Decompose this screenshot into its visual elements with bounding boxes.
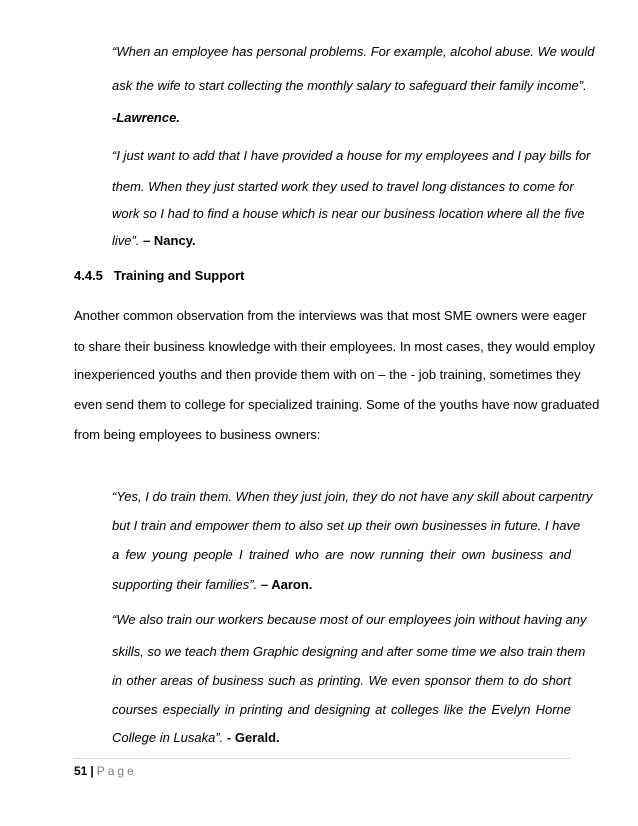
quote4-line-2: skills, so we teach them Graphic designing and after some time we also train them (112, 644, 586, 659)
quote2-line-3: work so I had to find a house which is near our business location where all the five (112, 206, 585, 221)
quote4-last-line (112, 730, 571, 746)
quote4-last-text: College in Lusaka”. (112, 730, 224, 745)
page-label: Page (96, 764, 137, 778)
quote3-last-line (112, 577, 571, 593)
section-number: 4.4.5 (74, 268, 103, 283)
quote3-line-3: a few young people I trained who are now running their own business and (112, 547, 571, 562)
quote1-line-1: “When an employee has personal problems. For example, alcohol abuse. We would (112, 44, 595, 59)
quote2-last-text: live”. (112, 233, 140, 248)
quote2-line-1: “I just want to add that I have provided a house for my employees and I pay bills for (112, 148, 591, 163)
quote2-last-line (112, 233, 571, 249)
footer-separator: | (90, 764, 94, 778)
quote1-line-2: ask the wife to start collecting the monthly salary to safeguard their family income”. (112, 78, 587, 93)
footer-divider (74, 758, 571, 759)
page-footer (74, 763, 137, 779)
section-heading (74, 268, 244, 284)
quote2-attribution: – Nancy. (143, 233, 196, 248)
quote3-line-2: but I train and empower them to also set up their own businesses in future. I have (112, 518, 581, 533)
quote1-attribution: -Lawrence. (112, 110, 180, 125)
paragraph-line-3: inexperienced youths and then provide them with on – the - job training, sometimes they (74, 367, 581, 382)
quote3-line-1: “Yes, I do train them. When they just join, they do not have any skill about carpentry (112, 489, 593, 504)
quote4-line-4: courses especially in printing and designing at colleges like the Evelyn Horne (112, 702, 571, 717)
paragraph-line-1: Another common observation from the interviews was that most SME owners were eager (74, 308, 587, 323)
quote3-last-text: supporting their families”. (112, 577, 258, 592)
quote2-line-2: them. When they just started work they used to travel long distances to come for (112, 179, 574, 194)
section-title: Training and Support (113, 268, 245, 283)
quote4-attribution: - Gerald. (226, 730, 280, 745)
paragraph-line-5: from being employees to business owners: (74, 427, 321, 442)
page-number: 51 (74, 764, 88, 778)
paragraph-line-2: to share their business knowledge with their employees. In most cases, they would employ (74, 339, 595, 354)
quote4-line-3: in other areas of business such as printing. We even sponsor them to do short (112, 673, 571, 688)
quote3-attribution: – Aaron. (260, 577, 313, 592)
paragraph-line-4: even send them to college for specialized training. Some of the youths have now graduated (74, 397, 600, 412)
quote4-line-1: “We also train our workers because most of our employees join without having any (112, 612, 587, 627)
